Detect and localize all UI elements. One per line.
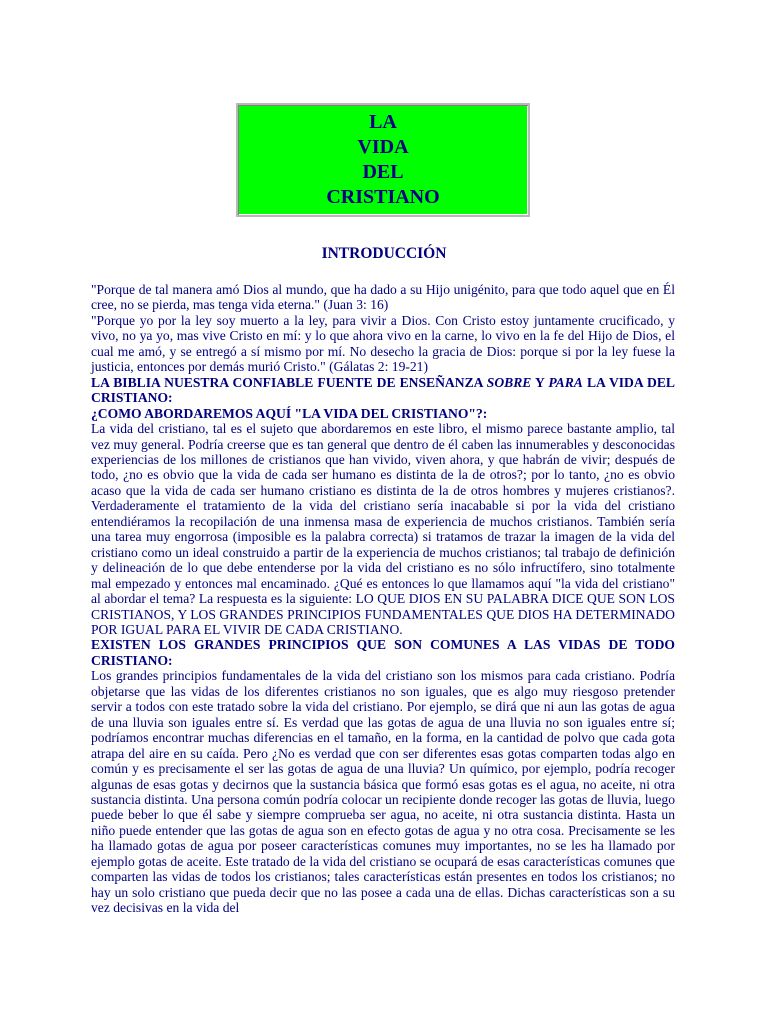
title-box [236, 103, 530, 217]
heading-common-principles: EXISTEN LOS GRANDES PRINCIPIOS QUE SON COMUNES A LAS VIDAS DE TODO CRISTIANO: [91, 637, 675, 668]
heading-approach: ¿COMO ABORDAREMOS AQUÍ "LA VIDA DEL CRISTIANO"?: [91, 405, 488, 421]
bible-quote-galatians: "Porque yo por la ley soy muerto a la ley, para vivir a Dios. Con Cristo estoy juntamente crucificado, y vivo, no ya yo, mas vive Cristo en mí: y lo que ahora vivo en la carne, lo vivo en la fe del Hijo de Dios, el cual me amó, y se entregó a sí mismo por mí. No desecho la gracia de Dios: porque si por la ley fuese la justicia, entonces por demás murió Cristo." (Gálatas 2: 19-21) [91, 312, 675, 375]
heading-bible-source-italic2: PARA [548, 374, 583, 390]
paragraph-principles: Los grandes principios fundamentales de la vida del cristiano son los mismos para cada cristiano. Podría objetarse que las vidas de los diferentes cristianos no son iguales, que es algo muy riesgoso pretender servir a todos con este tratado sobre la vida del cristiano. Por ejemplo, se dirá que ni aun las gotas de agua de una lluvia son iguales entre sí. Es verdad que las gotas de agua de una lluvia no son iguales entre sí; podríamos encontrar muchas diferencias en el tamaño, en la forma, en la cantidad de polvo que cada gota atrapa del aire en su caída. Pero ¿No es verdad que con ser diferentes esas gotas comparten todas algo en común y es precisamente el ser las gotas de agua de una lluvia? Un químico, por ejemplo, podría recoger algunas de esas gotas y decirnos que la sustancia básica que formó esas gotas es el agua, no aceite, ni otra sustancia distinta. Una persona común podría colocar un recipiente donde recoger las gotas de lluvia, luego puede beber lo que él sabe y siempre comprueba ser agua, no aceite, ni otra sustancia distinta. Hasta un niño puede entender que las gotas de agua son en efecto gotas de agua y no otra cosa. Precisamente se les ha llamado gotas de agua por poseer características comunes muy importantes, no se les ha llamado por ejemplo gotas de aceite. Este tratado de la vida del cristiano se ocupará de esas características comunes que comparten las vidas de todos los cristianos; tales características están presentes en todos los cristianos; no hay un solo cristiano que pueda decir que no las posee a cada una de ellas. Dichas características son a su vez decisivas en la vida del [91, 668, 675, 916]
bible-quote-john: "Porque de tal manera amó Dios al mundo, que ha dado a su Hijo unigénito, para que todo aquel que en Él cree, no se pierda, mas tenga vida eterna." (Juan 3: 16) [91, 282, 675, 313]
paragraph-christian-life: La vida del cristiano, tal es el sujeto que abordaremos en este libro, el mismo parece bastante amplio, tal vez muy general. Podría creerse que es tan general que dentro de él caben las innumerables y desconocidas experiencias de los millones de cristianos que han vivido, viven ahora, y que habrán de vivir; después de todo, ¿no es obvio que la vida de cada ser humano es distinta de la de otros?; por lo tanto, ¿no es obvio acaso que la vida de cada ser humano cristiano es distinta de la de otros hombres y mujeres cristianos?. Verdaderamente el tratamiento de la vida del cristiano sería inacabable si por la vida del cristiano entendiéramos la recopilación de una inmensa masa de experiencia de muchos cristianos. También sería una tarea muy engorrosa (imposible es la palabra correcta) si tratamos de trazar la imagen de la vida del cristiano como un ideal construido a partir de la experiencia de muchos cristianos; tal trabajo de definición y delineación de lo que debe entenderse por la vida del cristiano es no sólo infructífero, sino totalmente mal empezado y entonces mal encaminado. ¿Qué es entonces lo que llamamos aquí "la vida del cristiano" al abordar el tema? La respuesta es la siguiente: LO QUE DIOS EN SU PALABRA DICE QUE SON LOS CRISTIANOS, Y LOS GRANDES PRINCIPIOS FUNDAMENTALES QUE DIOS HA DETERMINADO POR IGUAL PARA EL VIVIR DE CADA CRISTIANO. [91, 421, 675, 637]
heading-bible-source-part3: LA VIDA DEL CRISTIANO: [91, 374, 675, 406]
document-body [91, 282, 675, 916]
title-line-1: LA [369, 111, 397, 133]
heading-bible-source-italic1: SOBRE [486, 374, 532, 390]
heading-bible-source [91, 375, 675, 406]
section-heading: INTRODUCCIÓN [321, 245, 447, 262]
heading-bible-source-part2: Y [531, 374, 549, 390]
title-line-4: CRISTIANO [326, 186, 440, 208]
heading-bible-source-part1: LA BIBLIA NUESTRA CONFIABLE FUENTE DE ENSEÑANZA [91, 374, 487, 390]
title-line-3: DEL [362, 161, 404, 183]
title-line-2: VIDA [357, 136, 409, 158]
